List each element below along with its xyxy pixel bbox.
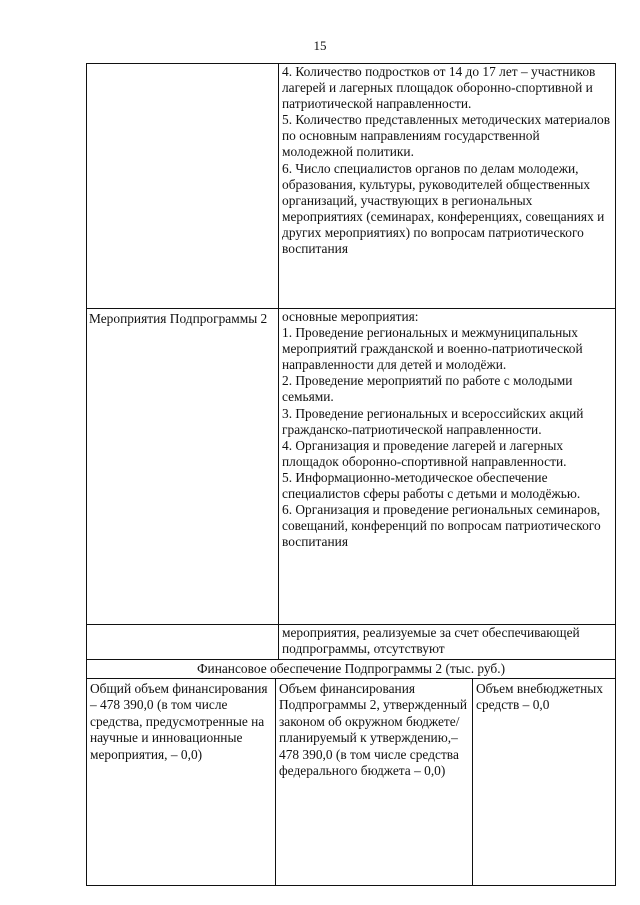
financing-total: Общий объем финансирования – 478 390,0 (в том числе средства, предусмотренные на научные и инновационные мероприятия, – 0,0) [87, 679, 276, 885]
financing-budget: Объем финансирования Подпрограммы 2, утвержденный законом об окружном бюджете/ планируемый к утверждению,– 478 390,0 (в том числе средства федерального бюджета – 0,0) [276, 679, 473, 885]
activity-item: 4. Организация и проведение лагерей и лагерных площадок оборонно-спортивной направленности. [282, 437, 567, 469]
page-number: 15 [313, 38, 327, 53]
activities-intro: основные мероприятия: [282, 309, 419, 324]
activity-item: 1. Проведение региональных и межмуниципальных мероприятий гражданской и военно-патриотической направленности для детей и молодёжи. [282, 325, 583, 373]
activities-label: Мероприятия Подпрограммы 2 [87, 309, 279, 624]
activity-item: 5. Информационно-методическое обеспечение специалистов сферы работы с детьми и молодёжью. [282, 469, 581, 502]
co-financed-note: мероприятия, реализуемые за счет обеспечивающей подпрограммы, отсутствуют [282, 625, 580, 657]
activities-row [87, 309, 615, 625]
indicator-item: 6. Число специалистов органов по делам молодежи, образования, культуры, руководителей общественных организаций, участвующих в региональных мероприятиях (семинарах, конференциях, совещаниях и других мероприятиях) по вопросам патриотического воспитания [282, 160, 605, 257]
indicator-item: 4. Количество подростков от 14 до 17 лет – участников лагерей и лагерных площадок оборонно-спортивной и патриотической направленности. [282, 64, 596, 112]
indicator-item: 5. Количество представленных методических материалов по основным направлениям государственной молодежной политики. [282, 112, 611, 160]
activity-item: 6. Организация и проведение региональных семинаров, совещаний, конференций по вопросам патриотического воспитания [282, 502, 601, 550]
financing-header: Финансовое обеспечение Подпрограммы 2 (тыс. руб.) [87, 660, 615, 679]
financing-row [87, 679, 615, 885]
activity-item: 2. Проведение мероприятий по работе с молодыми семьями. [282, 373, 573, 405]
co-financed-row [87, 625, 615, 660]
activities-cell [279, 309, 615, 624]
co-financed-label-cell [87, 625, 279, 659]
activity-item: 3. Проведение региональных и всероссийских акций гражданско-патриотической направленности. [282, 405, 584, 437]
financing-extra-budget: Объем внебюджетных средств – 0,0 [476, 681, 603, 713]
indicators-cell [279, 64, 615, 308]
indicators-label-cell [87, 64, 279, 308]
passport-table [86, 63, 616, 886]
indicators-row [87, 64, 615, 309]
